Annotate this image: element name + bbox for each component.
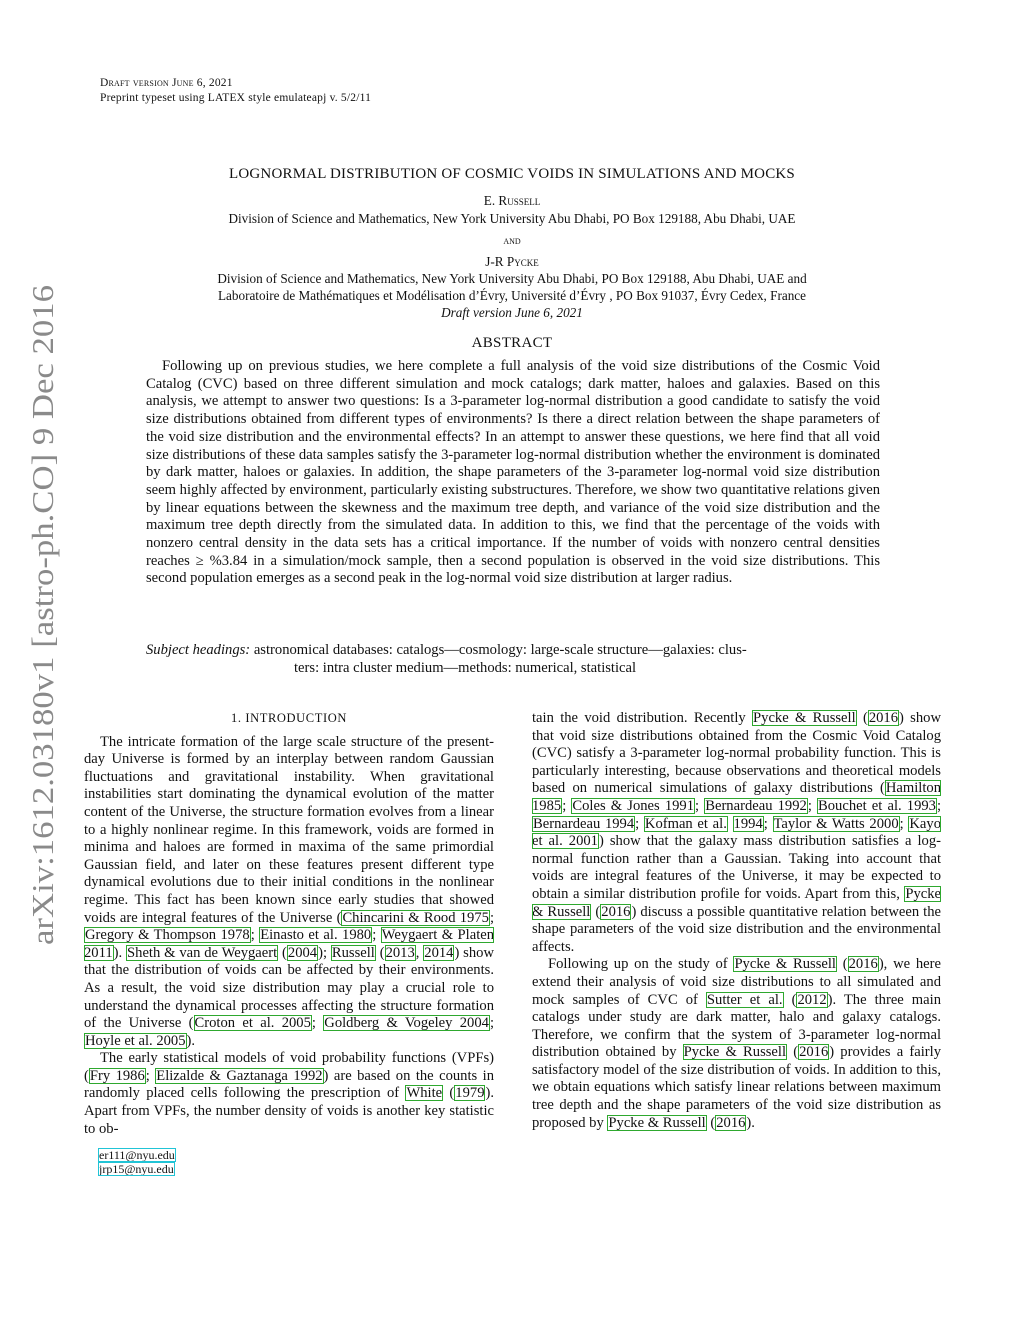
cite-white[interactable]: White <box>406 1085 443 1102</box>
cite-kayo[interactable]: Kayo et al. 2001 <box>532 815 942 850</box>
author-1-name: E. Russell <box>483 193 541 208</box>
cite-fry[interactable]: Fry 1986 <box>89 1067 145 1084</box>
cite-pycke-russell[interactable]: Pycke & Russell <box>753 710 856 726</box>
cite-pycke-russell-2[interactable]: Pycke & Russell <box>532 885 941 920</box>
cite-russell-2013[interactable]: 2013 <box>385 944 415 961</box>
draft-line: Draft version June 6, 2021 <box>100 77 233 89</box>
author-2-affiliation-1: Division of Science and Mathematics, New York University Abu Dhabi, PO Box 129188, Abu Dhabi, UAE and <box>217 271 807 286</box>
cite-hoyle[interactable]: Hoyle et al. 2005 <box>85 1032 186 1049</box>
abstract-heading: ABSTRACT <box>471 335 553 351</box>
intro-paragraph-2: The early statistical models of void probability functions (VPFs) (Fry 1986; Elizalde & Gaztanaga 1992) are based on the counts in randomly placed cells following the prescription of White (1979). Apart from VPFs, the number density of voids is another key statistic to ob- <box>84 1050 494 1137</box>
cite-sheth-year[interactable]: 2004 <box>287 944 318 961</box>
cite-white-year[interactable]: 1979 <box>455 1085 485 1102</box>
author-2-affiliation-2: Laboratoire de Mathématiques et Modélisation d’Évry, Université d’Évry , PO Box 91037, Évry Cedex, France <box>217 288 807 303</box>
author-2-name: J-R Pycke <box>485 254 539 269</box>
subject-label: Subject headings: <box>146 642 251 658</box>
cite-bernardeau-1994[interactable]: Bernardeau 1994 <box>533 815 635 832</box>
cite-taylor-watts[interactable]: Taylor & Watts 2000 <box>773 815 899 832</box>
subject-headings <box>146 642 880 677</box>
and-separator: and <box>503 233 521 247</box>
abstract-text: Following up on previous studies, we here complete a full analysis of the void size distributions of the Cosmic Void Catalog (CVC) based on three different simulation and mock catalogs; dark matter, haloes and galaxies. Based on this analysis, we attempt to answer two questions: Is a 3-parameter log-normal distribution a good candidate to satisfy the void size distributions obtained from different types of environments? Is there a direct relation between the shape parameters of the void size distribution and the environmental effects? In an attempt to answer these questions, we here find that all void size distributions of these data samples satisfy the 3-parameter log-normal distribution whether the environment is dominated by dark matter, haloes or galaxies. In addition, the shape parameters of the 3-parameter log-normal void size distribution seem highly affected by environment, particularly existing substructures. Therefore, we show two quantitative relations given by linear equations between the skewness and the maximum tree depth, and variance of the void size distribution and the maximum tree depth directly from the simulated data. In addition to this, we find that the percentage of the voids with nonzero central density in the data sets has a critical importance. If the number of voids with nonzero central densities reaches ≥ %3.84 in a simulation/mock sample, then a second population is observed in the void size distributions. This second population emerges as a second peak in the log-normal void size distribution at larger radius. <box>146 358 880 587</box>
intro-paragraph-1: The intricate formation of the large scale structure of the present-day Universe is formed by an interplay between random Gaussian fluctuations and gravitational instability. When gravitational instabilities start dominating the dynamical evolution of the matter content of the Universe, the structure formation evolves from a linear to a highly nonlinear regime. In this framework, voids are formed in minima and haloes are formed in maxima of the same primordial Gaussian field, and later on these features present different type dynamical evolutions due to their initial conditions in the nonlinear regime. This fact has been known since early studies that showed voids are integral features of the Universe (Chincarini & Rood 1975; Gregory & Thompson 1978; Einasto et al. 1980; Weygaert & Platen 2011). Sheth & van de Weygaert (2004); Russell (2013, 2014) show that the distribution of voids can be affected by their environments. As a result, the void size distribution may play a crucial role to understand the dynamical processes affecting the structure formation of the Universe (Croton et al. 2005; Goldberg & Vogeley 2004; Hoyle et al. 2005). <box>84 733 495 1049</box>
cite-weygaert-platen[interactable]: Weygaert & Platen 2011 <box>84 927 495 961</box>
cite-chincarini-rood[interactable]: Chincarini & Rood 1975 <box>342 909 489 926</box>
email-link-1[interactable]: er111@nyu.edu <box>99 1148 175 1163</box>
cite-sutter[interactable]: Sutter et al. <box>706 991 783 1008</box>
cite-hamilton[interactable]: Hamilton 1985 <box>532 780 941 814</box>
abstract-body <box>146 358 880 588</box>
preprint-line: Preprint typeset using LATEX style emulateapj v. 5/2/11 <box>100 92 372 104</box>
cite-kofman[interactable]: Kofman et al. <box>644 815 727 832</box>
arxiv-stamp-text: arXiv:1612.03180v1 [astro-ph.CO] 9 Dec 2016 <box>26 365 60 945</box>
paper-title: LOGNORMAL DISTRIBUTION OF COSMIC VOIDS IN SIMULATIONS AND MOCKS <box>229 166 795 182</box>
right-column <box>532 710 941 1132</box>
subject-line-1: astronomical databases: catalogs—cosmology: large-scale structure—galaxies: clus- <box>253 642 747 658</box>
cite-kofman-year[interactable]: 1994 <box>733 815 763 832</box>
cite-pycke-year-2[interactable]: 2016 <box>601 903 631 920</box>
cite-bernardeau-1992[interactable]: Bernardeau 1992 <box>705 797 807 814</box>
cite-croton[interactable]: Croton et al. 2005 <box>194 1015 311 1032</box>
cite-pycke-russell-3[interactable]: Pycke & Russell <box>734 956 836 973</box>
intro-paragraph-3: tain the void distribution. Recently Pycke & Russell (2016) show that void size distributions obtained from the Cosmic Void Catalog (CVC) satisfy a 3-parameter log-normal probability function. This is particularly interesting, because observations and theoretical models based on numerical simulations of galaxy distributions (Hamilton 1985; Coles & Jones 1991; Bernardeau 1992; Bouchet et al. 1993; Bernardeau 1994; Kofman et al. 1994; Taylor & Watts 2000; Kayo et al. 2001) show that the galaxy mass distribution satisfies a log-normal function rather than a Gaussian. Taking into account that voids are integral features of the Universe, it may be expected to obtain a similar distribution profile for voids. Apart from this, Pycke & Russell (2016) discuss a possible quantitative relation between the shape parameters of the void size distribution and the environmental affects. <box>532 710 942 955</box>
cite-coles-jones[interactable]: Coles & Jones 1991 <box>572 797 695 814</box>
left-column <box>84 710 494 1176</box>
cite-einasto[interactable]: Einasto et al. 1980 <box>260 927 372 944</box>
cite-pycke-russell-4[interactable]: Pycke & Russell <box>683 1044 787 1061</box>
cite-goldberg-vogeley[interactable]: Goldberg & Vogeley 2004 <box>324 1015 489 1032</box>
cite-sheth[interactable]: Sheth & van de Weygaert <box>127 944 278 961</box>
section-heading: 1. INTRODUCTION <box>231 711 347 725</box>
email-link-2[interactable]: jrp15@nyu.edu <box>99 1162 174 1177</box>
intro-paragraph-4: Following up on the study of Pycke & Russell (2016), we here extend their analysis of void size distributions to all simulated and mock samples of CVC of Sutter et al. (2012). The three main catalogs under study are dark matter, halo and galaxy catalogs. Therefore, we confirm that the system of 3-parameter log-normal distribution obtained by Pycke & Russell (2016) provides a fairly satisfactory model of the size distribution of voids. In addition to this, we obtain equations which satisfy linear relations between maximum tree depth and the shape parameters of the void size distribution as proposed by Pycke & Russell (2016). <box>532 956 941 1131</box>
cite-gregory-thompson[interactable]: Gregory & Thompson 1978 <box>85 927 250 944</box>
cite-russell-2014[interactable]: 2014 <box>424 944 454 961</box>
cite-pycke-year-5[interactable]: 2016 <box>716 1114 746 1131</box>
cite-pycke-russell-5[interactable]: Pycke & Russell <box>608 1114 706 1131</box>
cite-russell[interactable]: Russell <box>331 944 375 961</box>
author-1-affiliation: Division of Science and Mathematics, New York University Abu Dhabi, PO Box 129188, Abu Dhabi, UAE <box>228 211 796 226</box>
footnotes <box>98 1148 494 1176</box>
cite-sutter-year[interactable]: 2012 <box>797 991 827 1008</box>
cite-pycke-year-4[interactable]: 2016 <box>799 1044 829 1061</box>
subject-line-2: ters: intra cluster medium—methods: numerical, statistical <box>294 659 637 676</box>
cite-pycke-year-3[interactable]: 2016 <box>848 956 878 973</box>
cite-elizalde[interactable]: Elizalde & Gaztanaga 1992 <box>156 1067 323 1084</box>
cite-pycke-year[interactable]: 2016 <box>868 710 899 726</box>
draft-date: Draft version June 6, 2021 <box>441 305 583 320</box>
cite-bouchet[interactable]: Bouchet et al. 1993 <box>818 797 936 814</box>
